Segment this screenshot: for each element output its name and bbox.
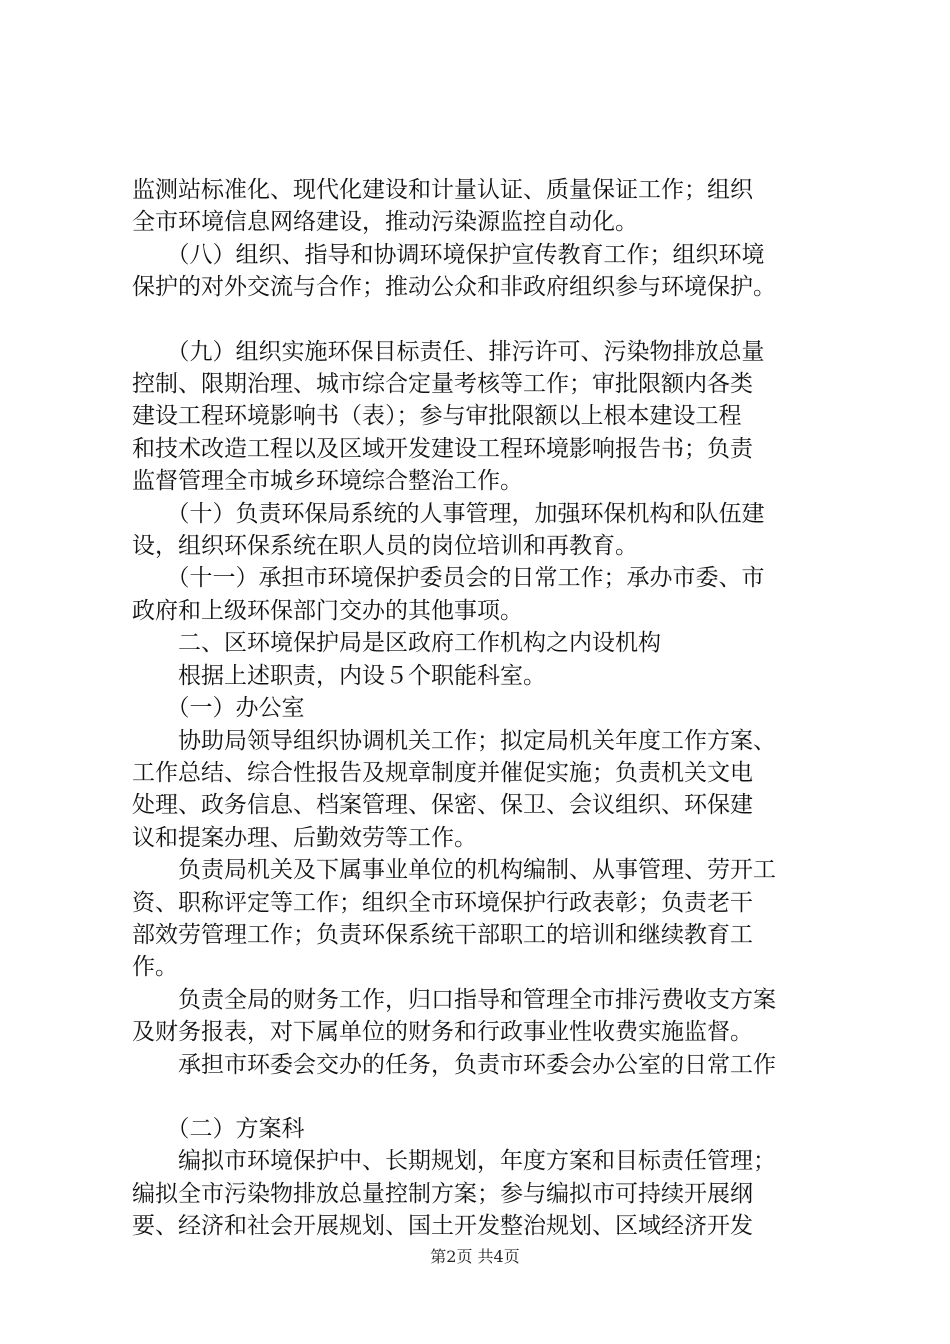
line-10: 监督管理全市城乡环境综合整治工作。 [132, 468, 523, 495]
text-line [132, 1210, 844, 1242]
line-4: 保护的对外交流与合作；推动公众和非政府组织参与环境保护。 [132, 274, 776, 301]
text-line [132, 433, 844, 465]
line-25: 作。 [132, 954, 178, 981]
text-line [132, 789, 844, 821]
text-line [132, 174, 844, 206]
text-line [132, 595, 844, 627]
text-line [132, 1178, 844, 1210]
text-line [132, 951, 844, 983]
line-11: （十）负责环保局系统的人事管理，加强环保机构和队伍建 [132, 500, 765, 527]
line-24: 部效劳管理工作；负责环保系统干部职工的培训和继续教育工 [132, 921, 753, 948]
text-line [132, 757, 844, 789]
line-19: 工作总结、综合性报告及规章制度并催促实施；负责机关文电 [132, 759, 753, 786]
line-17: （一）办公室 [132, 695, 305, 722]
text-line [132, 725, 844, 757]
text-line [132, 919, 844, 951]
line-6: （九）组织实施环保目标责任、排污许可、污染物排放总量 [132, 338, 765, 365]
line-15: 二、区环境保护局是区政府工作机构之内设机构 [132, 630, 661, 657]
line-16: 根据上述职责，内设５个职能科室。 [132, 662, 546, 689]
text-line [132, 984, 844, 1016]
line-27: 及财务报表，对下属单位的财务和行政事业性收费实施监督。 [132, 1019, 753, 1046]
page-number-label: 第2页 共4页 [430, 1247, 520, 1266]
line-1: 监测站标准化、现代化建设和计量认证、质量保证工作；组织 [132, 177, 753, 203]
line-23: 资、职称评定等工作；组织全市环境保护行政表彰；负责老干 [132, 889, 753, 916]
text-line [132, 239, 844, 271]
line-12: 设，组织环保系统在职人员的岗位培训和再教育。 [132, 533, 638, 560]
line-8: 建设工程环境影响书（表）；参与审批限额以上根本建设工程 [132, 403, 742, 430]
line-3: （八）组织、指导和协调环境保护宣传教育工作；组织环境 [132, 241, 765, 268]
page-footer [0, 1247, 950, 1267]
blank-line [132, 304, 844, 336]
line-7: 控制、限期治理、城市综合定量考核等工作；审批限额内各类 [132, 371, 753, 398]
text-line [132, 368, 844, 400]
line-28: 承担市环委会交办的任务，负责市环委会办公室的日常工作 [132, 1051, 776, 1078]
document-body [132, 174, 844, 1243]
line-14: 政府和上级环保部门交办的其他事项。 [132, 597, 523, 624]
text-line [132, 336, 844, 368]
line-18: 协助局领导组织协调机关工作；拟定局机关年度工作方案、 [132, 727, 776, 754]
line-32: 编拟全市污染物排放总量控制方案；参与编拟市可持续开展纲 [132, 1180, 753, 1207]
text-line [132, 822, 844, 854]
text-line [132, 854, 844, 886]
text-line [132, 627, 844, 659]
line-31: 编拟市环境保护中、长期规划，年度方案和目标责任管理； [132, 1148, 776, 1175]
line-13: （十一）承担市环境保护委员会的日常工作；承办市委、市 [132, 565, 765, 592]
text-line [132, 465, 844, 497]
text-line [132, 1145, 844, 1177]
text-line [132, 530, 844, 562]
line-20: 处理、政务信息、档案管理、保密、保卫、会议组织、环保建 [132, 792, 753, 819]
line-2: 全市环境信息网络建设，推动污染源监控自动化。 [132, 209, 638, 236]
line-26: 负责全局的财务工作，归口指导和管理全市排污费收支方案 [132, 986, 776, 1013]
text-line [132, 400, 844, 432]
text-line [132, 498, 844, 530]
text-line [132, 660, 844, 692]
line-30: （二）方案科 [132, 1115, 305, 1142]
text-line [132, 206, 844, 238]
line-33: 要、经济和社会开展规划、国土开发整治规划、区域经济开发 [132, 1213, 753, 1240]
text-line [132, 1049, 844, 1081]
text-line [132, 1113, 844, 1145]
blank-line [132, 1081, 844, 1113]
line-9: 和技术改造工程以及区域开发建设工程环境影响报告书；负责 [132, 435, 753, 462]
line-21: 议和提案办理、后勤效劳等工作。 [132, 824, 477, 851]
text-line [132, 562, 844, 594]
text-line [132, 271, 844, 303]
text-line [132, 887, 844, 919]
text-line [132, 1016, 844, 1048]
text-line [132, 692, 844, 724]
line-22: 负责局机关及下属事业单位的机构编制、从事管理、劳开工 [132, 857, 776, 884]
